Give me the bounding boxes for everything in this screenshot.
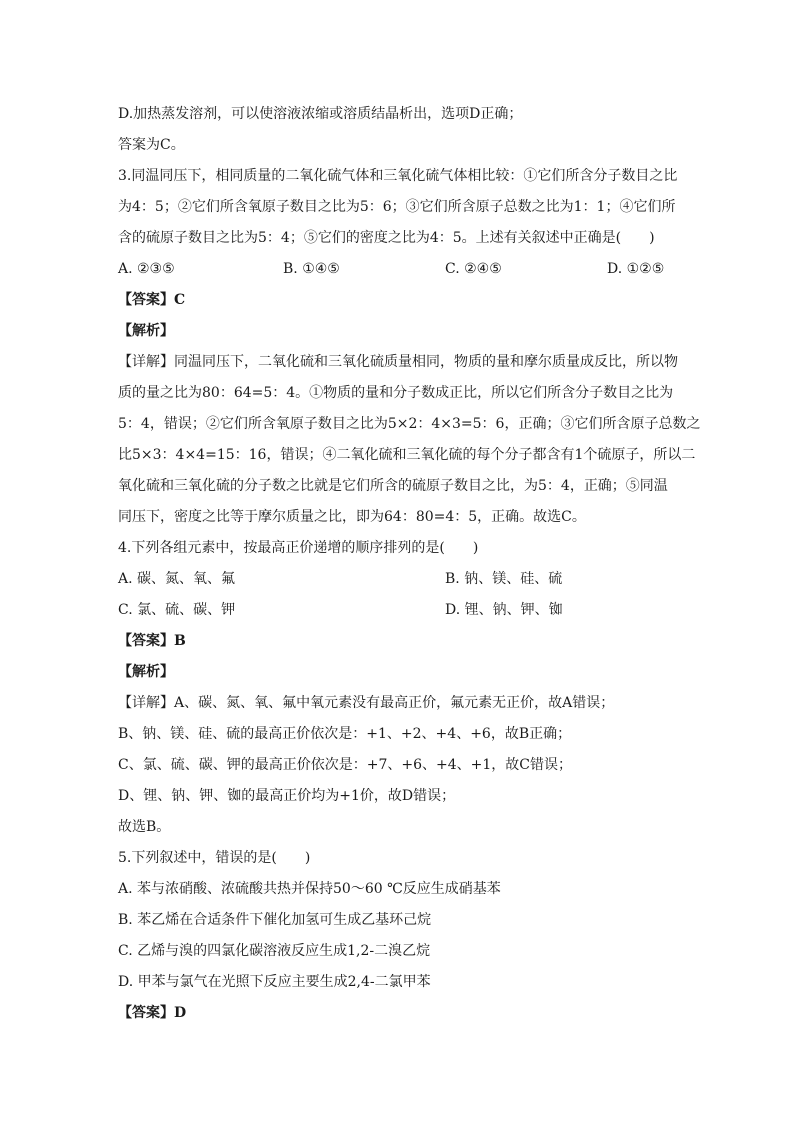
- q5-option-d: D. 甲苯与氯气在光照下反应主要生成2,4-二氯甲苯: [118, 974, 431, 990]
- q5-option-c: C. 乙烯与溴的四氯化碳溶液反应生成1,2-二溴乙烷: [118, 943, 431, 959]
- q5-stem: 5.下列叙述中，错误的是( ): [118, 850, 311, 866]
- q3-detail-line: 5：4，错误；②它们所含氧原子数目之比为5×2：4×3=5：6，正确；③它们所含原子总数之: [118, 416, 701, 432]
- q3-option-a: A. ②③⑤: [118, 261, 175, 277]
- q4-option-b: B. 钠、镁、硅、硫: [445, 571, 563, 587]
- q3-detail-line: 质的量之比为80：64=5：4。①物质的量和分子数成正比，所以它们所含分子数目之比为: [118, 385, 674, 401]
- q3-stem-line: 为4：5；②它们所含氧原子数目之比为5：6；③它们所含原子总数之比为1：1；④它们所: [118, 199, 676, 215]
- q3-option-c: C. ②④⑤: [445, 261, 502, 277]
- q3-stem-line: 3.同温同压下，相同质量的二氧化硫气体和三氧化硫气体相比较：①它们所含分子数目之比: [118, 168, 678, 184]
- q3-detail-line: 氧化硫和三氧化硫的分子数之比就是它们所含的硫原子数目之比，为5：4，正确；⑤同温: [118, 478, 668, 494]
- q4-detail-line: 【详解】A、碳、氮、氧、氟中氧元素没有最高正价，氟元素无正价，故A错误；: [118, 695, 615, 711]
- q3-detail-line: 【详解】同温同压下，二氧化硫和三氧化硫质量相同，物质的量和摩尔质量成反比，所以物: [118, 354, 678, 370]
- q5-answer: 【答案】D: [118, 1005, 187, 1021]
- q3-option-d: D. ①②⑤: [607, 261, 665, 277]
- q3-analysis-title: 【解析】: [118, 323, 174, 339]
- q4-analysis-title: 【解析】: [118, 664, 174, 680]
- q3-option-b: B. ①④⑤: [283, 261, 340, 277]
- q3-answer: 【答案】C: [118, 292, 186, 308]
- q3-stem-line: 含的硫原子数目之比为5：4；⑤它们的密度之比为4：5。上述有关叙述中正确是( ): [118, 230, 655, 246]
- prev-answer: 答案为C。: [118, 137, 185, 153]
- prev-option-d: D.加热蒸发溶剂，可以使溶液浓缩或溶质结晶析出，选项D正确；: [118, 106, 523, 122]
- q4-answer: 【答案】B: [118, 633, 186, 649]
- q4-option-d: D. 锂、钠、钾、铷: [445, 602, 563, 618]
- q3-detail-line: 同压下，密度之比等于摩尔质量之比，即为64：80=4：5，正确。故选C。: [118, 509, 586, 525]
- q4-detail-line: D、锂、钠、钾、铷的最高正价均为+1价，故D错误；: [118, 788, 456, 804]
- q4-detail-line: B、钠、镁、硅、硫的最高正价依次是：+1、+2、+4、+6，故B正确；: [118, 726, 572, 742]
- q5-option-a: A. 苯与浓硝酸、浓硫酸共热并保持50～60 ℃反应生成硝基苯: [118, 881, 501, 897]
- q3-detail-line: 比5×3：4×4=15：16，错误；④二氧化硫和三氧化硫的每个分子都含有1个硫原子，所以二: [118, 447, 696, 463]
- q4-stem: 4.下列各组元素中，按最高正价递增的顺序排列的是( ): [118, 540, 479, 556]
- q4-detail-line: 故选B。: [118, 819, 171, 835]
- q4-option-c: C. 氯、硫、碳、钾: [118, 602, 236, 618]
- q4-detail-line: C、氯、硫、碳、钾的最高正价依次是：+7、+6、+4、+1，故C错误；: [118, 757, 572, 773]
- q5-option-b: B. 苯乙烯在合适条件下催化加氢可生成乙基环己烷: [118, 912, 432, 928]
- q4-option-a: A. 碳、氮、氧、氟: [118, 571, 236, 587]
